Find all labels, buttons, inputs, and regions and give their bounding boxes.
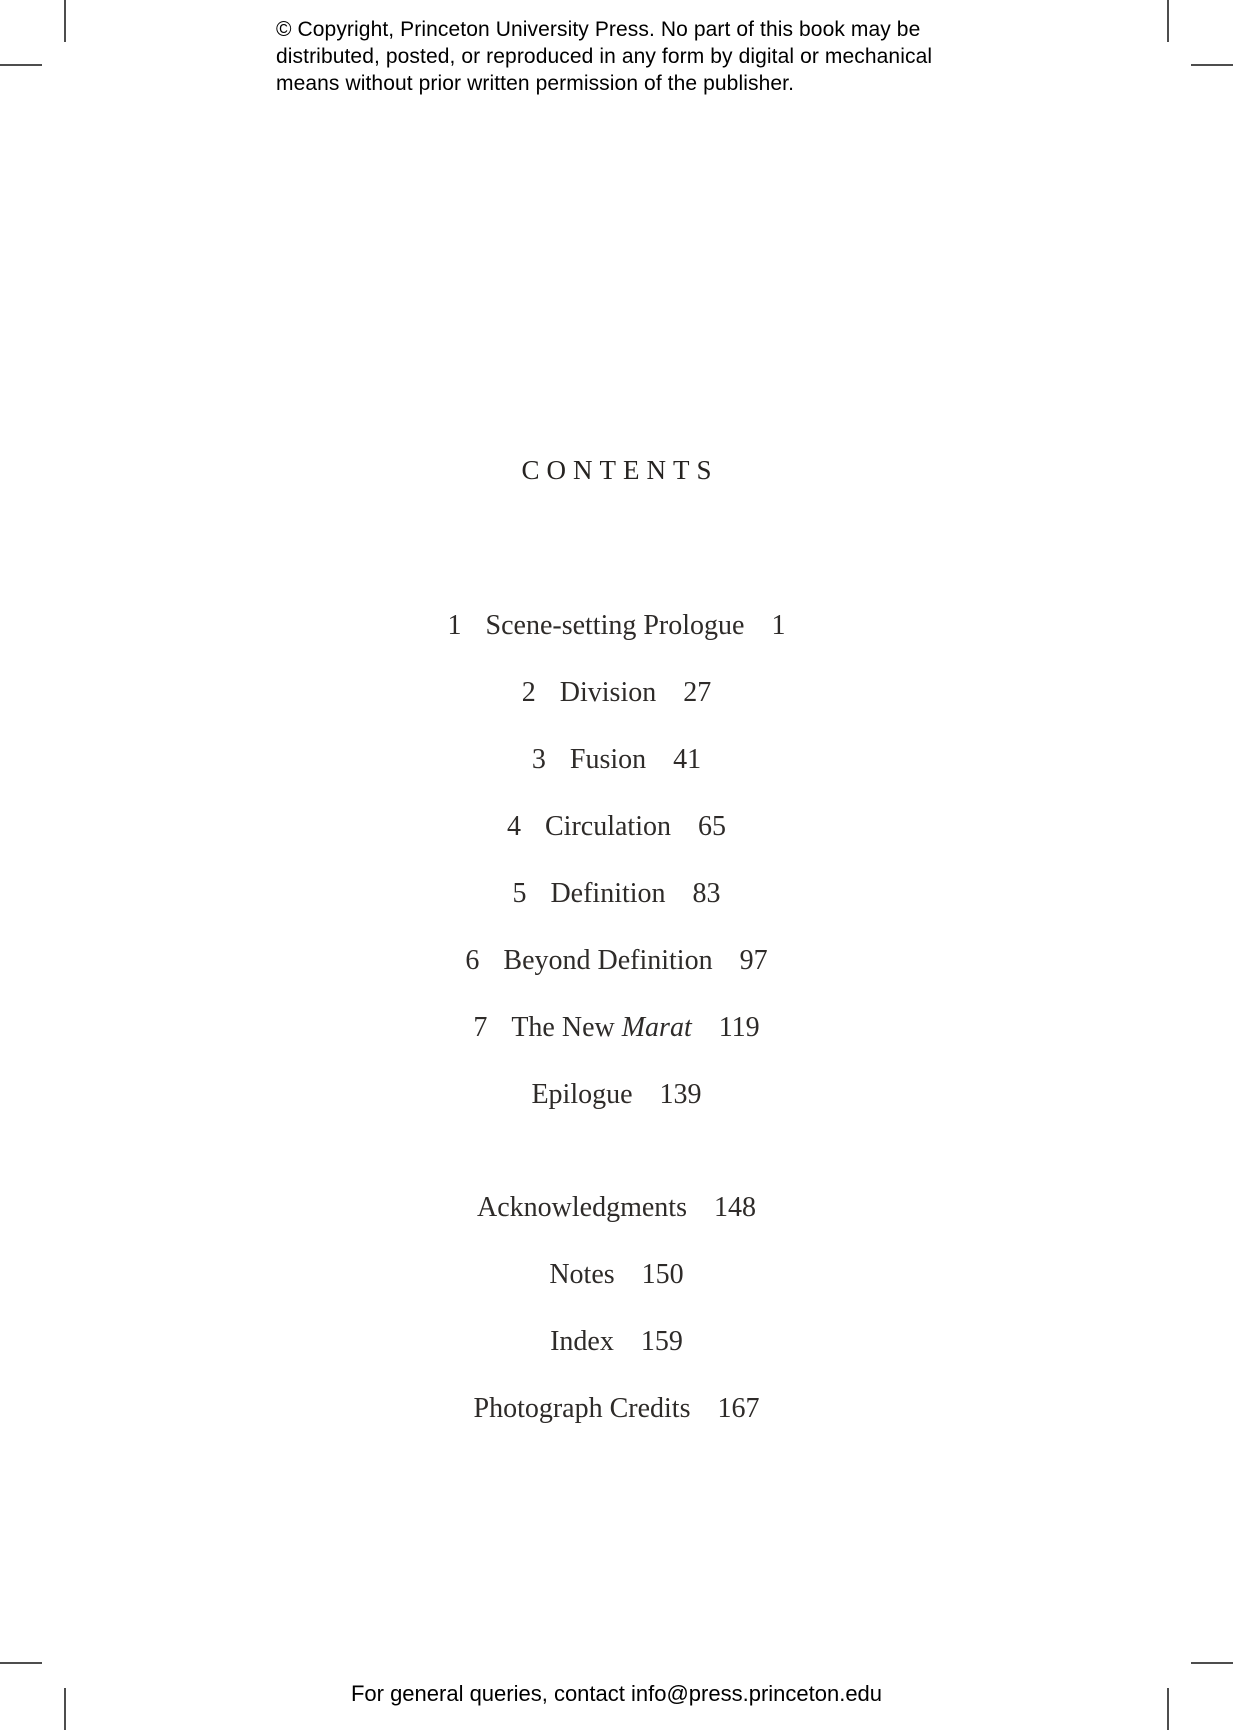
chapter-title-wrap	[503, 945, 712, 977]
page-title: CONTENTS	[521, 455, 719, 485]
chapter-number: 3	[531, 743, 546, 775]
chapter-number: 7	[473, 1011, 488, 1043]
chapter-title-wrap	[570, 744, 646, 776]
toc-entry	[0, 793, 1233, 860]
chapter-title-wrap	[486, 610, 745, 642]
chapter-page-number: 148	[713, 1191, 756, 1223]
chapter-title: Epilogue	[531, 1078, 633, 1110]
chapter-page-number: 65	[697, 810, 726, 842]
chapter-number: 1	[447, 609, 462, 641]
chapter-title-wrap	[550, 878, 665, 910]
copyright-line-3: means without prior written permission of the publisher.	[276, 72, 795, 95]
toc-entry	[0, 1241, 1233, 1308]
chapter-page-number: 139	[659, 1078, 702, 1110]
toc-entry	[0, 659, 1233, 726]
chapter-page-number: 150	[641, 1258, 684, 1290]
copyright-line-2: distributed, posted, or reproduced in any form by digital or mechanical	[276, 45, 933, 68]
chapter-title: Scene-setting Prologue	[485, 609, 745, 641]
copyright-line-1: © Copyright, Princeton University Press. No part of this book may be	[276, 18, 921, 41]
chapter-title-wrap	[474, 1393, 691, 1425]
chapter-title-wrap	[531, 1079, 632, 1111]
chapter-title-wrap	[545, 811, 671, 843]
toc-entry	[0, 1061, 1233, 1128]
chapter-title: Beyond Definition	[503, 944, 713, 976]
chapter-number: 4	[507, 810, 521, 842]
crop-mark-top-right-horizontal	[1191, 64, 1233, 66]
chapter-title: Division	[559, 676, 657, 708]
chapter-title-italic: Marat	[621, 1011, 692, 1043]
chapter-title-wrap	[511, 1012, 691, 1044]
chapter-title: Index	[550, 1325, 614, 1357]
chapter-number: 2	[521, 676, 536, 708]
chapter-title: Circulation	[545, 810, 671, 842]
chapter-number: 5	[512, 877, 527, 909]
chapter-page-number: 159	[640, 1325, 683, 1357]
crop-mark-top-left-horizontal	[0, 64, 42, 66]
toc-entry	[0, 1174, 1233, 1241]
toc-entry	[0, 726, 1233, 793]
chapter-page-number: 27	[683, 676, 712, 708]
chapter-page-number: 119	[718, 1011, 760, 1043]
chapter-title: Definition	[550, 877, 666, 909]
chapter-title: Photograph Credits	[473, 1392, 691, 1424]
chapter-title: Fusion	[569, 743, 647, 775]
chapter-title-wrap	[477, 1192, 687, 1224]
toc-entry	[0, 592, 1233, 659]
crop-mark-bottom-left-horizontal	[0, 1662, 42, 1664]
chapter-page-number: 41	[673, 743, 702, 775]
crop-mark-bottom-right-horizontal	[1191, 1662, 1233, 1664]
crop-mark-top-left-vertical	[64, 0, 66, 42]
chapter-title-wrap	[549, 1259, 614, 1291]
chapter-title-wrap	[550, 1326, 614, 1358]
chapter-title: Acknowledgments	[477, 1191, 687, 1223]
chapter-page-number: 1	[771, 609, 786, 641]
chapter-page-number: 97	[739, 944, 768, 976]
chapter-title: Notes	[549, 1258, 615, 1290]
chapter-page-number: 83	[692, 877, 721, 909]
toc-entry	[0, 1375, 1233, 1442]
backmatter-list	[0, 1174, 1233, 1442]
footer-query-line: For general queries, contact info@press.princeton.edu	[350, 1681, 883, 1706]
toc-entry	[0, 927, 1233, 994]
chapter-title-wrap	[560, 677, 656, 709]
copyright-notice	[276, 16, 932, 97]
toc-entry	[0, 1308, 1233, 1375]
crop-mark-top-right-vertical	[1167, 0, 1169, 42]
chapter-number: 6	[465, 944, 480, 976]
table-of-contents	[0, 592, 1233, 1128]
chapter-title: The New	[511, 1011, 622, 1043]
chapter-page-number: 167	[717, 1392, 760, 1424]
toc-entry	[0, 860, 1233, 927]
toc-entry	[0, 994, 1233, 1061]
